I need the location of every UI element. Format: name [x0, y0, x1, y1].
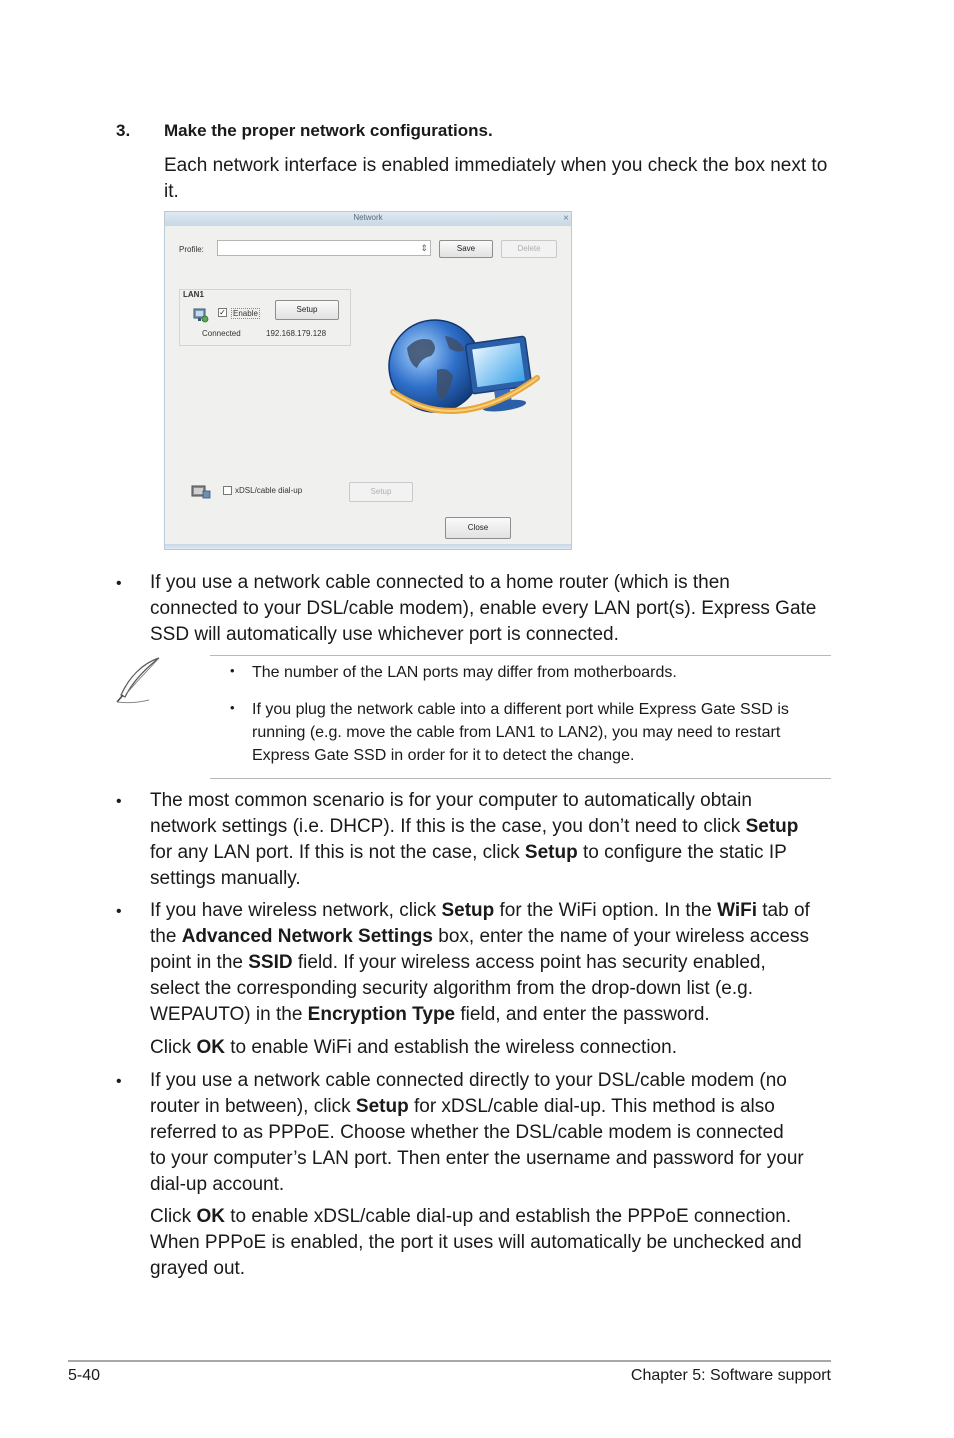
note-bullet-marker: •: [230, 700, 235, 715]
text-line: SSD will automatically use whichever port is connected.: [150, 624, 619, 645]
lan1-enable-checkbox[interactable]: ✓: [219, 308, 226, 317]
text-line: If you plug the network cable into a different port while Express Gate SSD is: [252, 701, 789, 718]
setup-emphasis: Setup: [745, 816, 799, 837]
step-number: 3.: [116, 121, 131, 140]
text-line: running (e.g. move the cable from LAN1 to LAN2), you may need to restart: [252, 724, 781, 741]
bullet-dhcp: [150, 788, 798, 892]
bullet-dsl: [150, 1068, 804, 1198]
setup-emphasis: Setup: [524, 842, 578, 863]
text-line: select the corresponding security algorithm from the drop-down list (e.g.: [150, 978, 753, 999]
bullet-router: [150, 570, 816, 648]
text-line: WEPAUTO) in the Encryption Type field, and enter the password.: [150, 1004, 710, 1025]
dsl-ok-instruction: [150, 1204, 802, 1282]
text-line: The most common scenario is for your computer to automatically obtain: [150, 790, 752, 811]
text-line: to your computer’s LAN port. Then enter the username and password for your: [150, 1148, 804, 1169]
profile-select[interactable]: [217, 240, 431, 256]
xdsl-checkbox[interactable]: [223, 486, 232, 495]
bullet-marker: •: [116, 575, 122, 592]
network-dialog-screenshot: [164, 211, 572, 550]
text-line: If you use a network cable connected directly to your DSL/cable modem (no: [150, 1070, 787, 1091]
close-icon[interactable]: ×: [563, 213, 569, 224]
text-line: network settings (i.e. DHCP). If this is the case, you don’t need to click Setup: [150, 816, 799, 837]
text-line: dial-up account.: [150, 1174, 285, 1195]
close-button[interactable]: Close: [445, 517, 511, 539]
text-line: If you have wireless network, click Setup for the WiFi option. In the WiFi tab of: [150, 900, 810, 921]
text-line: for any LAN port. If this is not the case, click Setup to configure the static IP: [150, 842, 787, 863]
text-line: connected to your DSL/cable modem), enable every LAN port(s). Express Gate: [150, 598, 817, 619]
text-line: grayed out.: [150, 1258, 246, 1279]
globe-network-icon: [387, 318, 543, 424]
lan1-enable-label: Enable: [233, 309, 258, 318]
bullet-marker: •: [116, 793, 122, 810]
text-line: When PPPoE is enabled, the port it uses will automatically be unchecked and: [150, 1232, 802, 1253]
footer-divider: [68, 1360, 831, 1362]
lan-group-label: LAN1: [183, 290, 204, 299]
text-line: point in the SSID field. If your wireless access point has security enabled,: [150, 952, 766, 973]
text-line: settings manually.: [150, 868, 301, 889]
text-line: If you use a network cable connected to a home router (which is then: [150, 572, 730, 593]
text-line: Express Gate SSD in order for it to detect the change.: [252, 747, 635, 764]
profile-label: Profile:: [179, 245, 204, 254]
dialog-title: Network: [353, 213, 383, 222]
lan1-ip-address: 192.168.179.128: [266, 329, 327, 338]
text-line: referred to as PPPoE. Choose whether the DSL/cable modem is connected: [150, 1122, 784, 1143]
xdsl-setup-button[interactable]: Setup: [349, 482, 413, 502]
lan1-setup-button[interactable]: Setup: [275, 300, 339, 320]
delete-button[interactable]: Delete: [501, 240, 557, 258]
step-description: Each network interface is enabled immediately when you check the box next to it.: [164, 155, 828, 202]
feather-pen-icon: [113, 655, 165, 705]
step-title: Make the proper network configurations.: [164, 121, 493, 140]
wireless-ok-instruction: Click OK to enable WiFi and establish the wireless connection.: [150, 1037, 677, 1058]
note-bottom-divider: [210, 778, 831, 779]
note-item-1: The number of the LAN ports may differ from motherboards.: [252, 664, 677, 681]
bullet-wireless: [150, 898, 810, 1028]
bullet-marker: •: [116, 1073, 122, 1090]
chapter-title: Chapter 5: Software support: [630, 1367, 831, 1384]
save-button[interactable]: Save: [439, 240, 493, 258]
page-number: 5-40: [68, 1367, 101, 1384]
lan1-group: [179, 289, 351, 346]
lan1-status: Connected: [202, 329, 241, 338]
select-arrow-icon: ⇕: [420, 243, 428, 253]
bullet-marker: •: [116, 903, 122, 920]
xdsl-label: xDSL/cable dial-up: [235, 486, 303, 495]
note-item-2: [252, 698, 789, 767]
text-line: the Advanced Network Settings box, enter the name of your wireless access: [150, 926, 809, 947]
note-bullet-marker: •: [230, 663, 235, 678]
text-line: Click OK to enable xDSL/cable dial-up and establish the PPPoE connection.: [150, 1206, 792, 1227]
modem-icon: [191, 483, 211, 499]
text-line: router in between), click Setup for xDSL/cable dial-up. This method is also: [150, 1096, 775, 1117]
dialog-bottom-border: [165, 544, 571, 549]
note-top-divider: [210, 655, 831, 656]
network-adapter-icon: [192, 306, 209, 323]
dialog-title-bar: [165, 212, 571, 226]
